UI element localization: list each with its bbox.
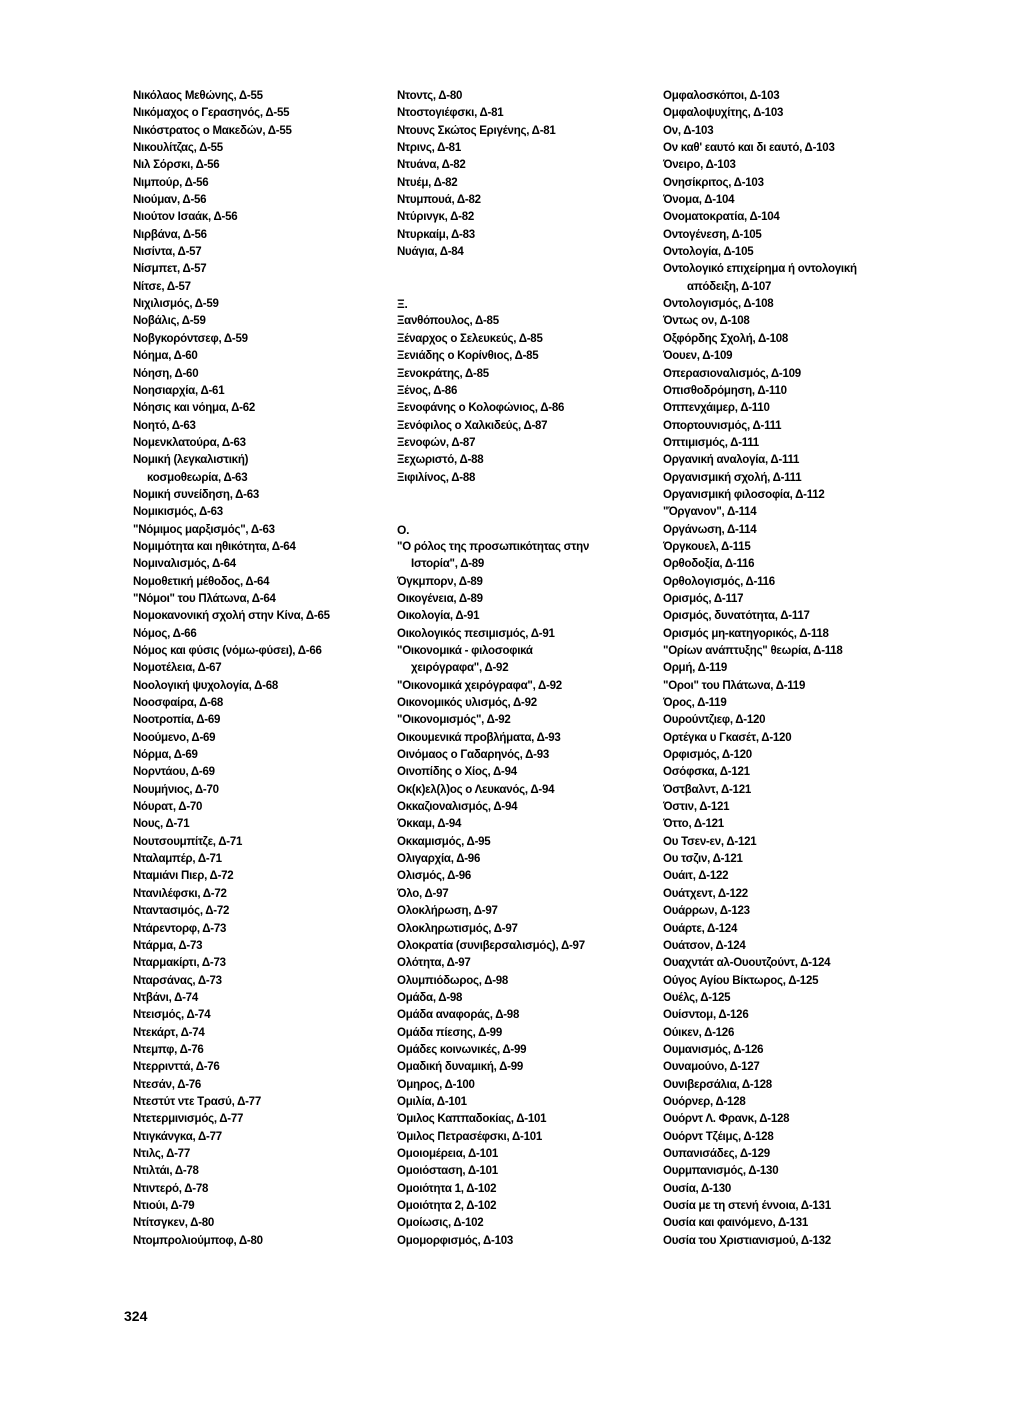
index-entry: Ουρούντζιεφ, Δ-120 xyxy=(663,714,766,727)
index-entry-continuation: απόδειξη, Δ-107 xyxy=(687,280,772,293)
index-entry: Οπισθοδρόμηση, Δ-110 xyxy=(663,384,787,397)
index-entry: Νουτσουμπίτζε, Δ-71 xyxy=(133,835,243,848)
index-entry: Οικολογικός πεσιμισμός, Δ-91 xyxy=(397,627,555,640)
index-entry: Ορτέγκα υ Γκασέτ, Δ-120 xyxy=(663,731,792,744)
index-entry: Νόηση, Δ-60 xyxy=(133,367,199,380)
index-entry: Οξφόρδης Σχολή, Δ-108 xyxy=(663,332,789,345)
index-entry: Οπερασιοναλισμός, Δ-109 xyxy=(663,367,801,380)
index-entry: "Νόμοι" του Πλάτωνα, Δ-64 xyxy=(133,592,276,605)
index-entry: Νιλ Σόρσκι, Δ-56 xyxy=(133,159,220,172)
index-entry: Οντολογισμός, Δ-108 xyxy=(663,298,774,311)
index-entry: "Οικονομισμός", Δ-92 xyxy=(397,714,511,727)
index-entry: Όντως ον, Δ-108 xyxy=(663,315,750,328)
index-entry: Όστβαλντ, Δ-121 xyxy=(663,783,751,796)
index-entry: Ντιλτάι, Δ-78 xyxy=(133,1165,199,1178)
index-entry: Ντοντς, Δ-80 xyxy=(397,90,463,102)
index-entry: Ουάτχεντ, Δ-122 xyxy=(663,887,748,900)
index-entry: Όγκμπορν, Δ-89 xyxy=(397,575,483,588)
index-entry: Ομοίωσις, Δ-102 xyxy=(397,1217,484,1230)
index-entry: Οινόμαος ο Γαδαρηνός, Δ-93 xyxy=(397,749,550,762)
index-entry: Ντιντερό, Δ-78 xyxy=(133,1182,209,1195)
index-entry: Οσόφσκα, Δ-121 xyxy=(663,766,750,779)
index-entry: Ορθοδοξία, Δ-116 xyxy=(663,558,755,571)
section-letter: Ξ. xyxy=(397,297,408,312)
section-letter: Ο. xyxy=(397,522,410,537)
index-entry: Νοοσφαίρα, Δ-68 xyxy=(133,697,223,710)
index-entry: Νοούμενο, Δ-69 xyxy=(133,731,216,744)
index-entry: Ουρμπανισμός, Δ-130 xyxy=(663,1165,779,1178)
index-entry: Ντετερμινισμός, Δ-77 xyxy=(133,1113,244,1126)
index-entry: Ορισμός, Δ-117 xyxy=(663,592,744,605)
index-entry: Ουάτσον, Δ-124 xyxy=(663,939,746,952)
index-entry: Ονησίκριτος, Δ-103 xyxy=(663,176,764,189)
index-entry: "Ο ρόλος της προσωπικότητας στην xyxy=(397,540,590,553)
index-entry: Οργάνωση, Δ-114 xyxy=(663,523,757,536)
index-entry: Νυάγια, Δ-84 xyxy=(397,246,464,259)
index-entry: Ντυέμ, Δ-82 xyxy=(397,176,458,189)
index-entry: Νόμος, Δ-66 xyxy=(133,627,197,640)
index-entry: Νομική συνείδηση, Δ-63 xyxy=(133,488,260,501)
index-entry: Ομάδες κοινωνικές, Δ-99 xyxy=(397,1043,527,1056)
index-entry: Νόησις και νόημα, Δ-62 xyxy=(133,402,255,415)
index-entry: Ουίσντομ, Δ-126 xyxy=(663,1009,749,1022)
index-entry: Όμιλος Καππαδοκίας, Δ-101 xyxy=(397,1113,547,1126)
index-entry: Ντεισμός, Δ-74 xyxy=(133,1009,211,1022)
index-entry: Ολότητα, Δ-97 xyxy=(397,957,471,970)
index-entry: Ξεχωριστό, Δ-88 xyxy=(397,454,484,467)
index-entry: Νταλαμπέρ, Δ-71 xyxy=(133,853,222,866)
index-entry: Ορθολογισμός, Δ-116 xyxy=(663,575,775,588)
index-entry: Ούικεν, Δ-126 xyxy=(663,1026,735,1039)
index-entry: Ον καθ' εαυτό και δι εαυτό, Δ-103 xyxy=(663,142,835,155)
index-entry: Ουόρντ Λ. Φρανκ, Δ-128 xyxy=(663,1113,790,1126)
index-entry: Νομοκανονική σχολή στην Κίνα, Δ-65 xyxy=(133,610,330,623)
index-entry: Οικονομικός υλισμός, Δ-92 xyxy=(397,697,537,710)
index-entry: Όνειρο, Δ-103 xyxy=(663,159,736,172)
index-column-2 xyxy=(397,88,647,1250)
index-entry: Όμιλος Πετρασέφσκι, Δ-101 xyxy=(397,1130,543,1143)
index-entry: Ουάρρων, Δ-123 xyxy=(663,905,750,918)
index-entry: Ξενιάδης ο Κορίνθιος, Δ-85 xyxy=(397,350,539,363)
blank-line xyxy=(397,487,647,504)
index-entry: Νοβάλις, Δ-59 xyxy=(133,315,206,328)
index-entry: Οππενχάιμερ, Δ-110 xyxy=(663,402,770,415)
index-entry: Ομαδική δυναμική, Δ-99 xyxy=(397,1061,524,1074)
index-entry: Νίτσε, Δ-57 xyxy=(133,280,191,293)
index-entry: Ντανιλέφσκι, Δ-72 xyxy=(133,887,227,900)
index-entry: Ομοιότητα 1, Δ-102 xyxy=(397,1182,497,1195)
index-entry: Νικόλαος Μεθώνης, Δ-55 xyxy=(133,90,263,102)
index-entry: Ομιλία, Δ-101 xyxy=(397,1095,467,1108)
index-entry: Ολυμπιόδωρος, Δ-98 xyxy=(397,974,509,987)
index-entry: Ξέναρχος ο Σελευκεύς, Δ-85 xyxy=(397,332,543,345)
index-entry: Ούγος Αγίου Βίκτωρος, Δ-125 xyxy=(663,974,819,987)
index-entry: Ονοματοκρατία, Δ-104 xyxy=(663,211,780,224)
index-entry: Ντίτσγκεν, Δ-80 xyxy=(133,1217,215,1230)
index-entry: "Νόμιμος μαρξισμός", Δ-63 xyxy=(133,523,275,536)
index-entry: "Οροι" του Πλάτωνα, Δ-119 xyxy=(663,679,806,692)
index-entry: Ομοιότητα 2, Δ-102 xyxy=(397,1200,497,1212)
index-entry: Νόρμα, Δ-69 xyxy=(133,749,198,762)
index-entry: Όκκαμ, Δ-94 xyxy=(397,818,462,831)
index-entry: Ομάδα πίεσης, Δ-99 xyxy=(397,1026,502,1039)
index-entry: Όουεν, Δ-109 xyxy=(663,350,733,363)
index-entry: Ομφαλοσκόποι, Δ-103 xyxy=(663,90,780,102)
index-column-1 xyxy=(133,88,383,1250)
index-entry: Οκκαζιοναλισμός, Δ-94 xyxy=(397,801,518,814)
index-entry: Νόυρατ, Δ-70 xyxy=(133,801,203,814)
index-entry: Ουάρτε, Δ-124 xyxy=(663,922,738,935)
index-entry: Όργκουελ, Δ-115 xyxy=(663,540,751,553)
index-entry: Ξενοφών, Δ-87 xyxy=(397,436,476,449)
index-entry: Ουσία με τη στενή έννοια, Δ-131 xyxy=(663,1200,831,1212)
index-entry: Ντβάνι, Δ-74 xyxy=(133,991,198,1004)
blank-line xyxy=(397,279,647,296)
index-entry: Νορντάου, Δ-69 xyxy=(133,766,215,779)
index-entry: Ουσία, Δ-130 xyxy=(663,1182,732,1195)
index-entry: Ντιλς, Δ-77 xyxy=(133,1147,190,1160)
index-entry: Νομενκλατούρα, Δ-63 xyxy=(133,436,246,449)
index-entry: Οινοπίδης ο Χίος, Δ-94 xyxy=(397,766,517,779)
index-entry: Οντογένεση, Δ-105 xyxy=(663,228,762,241)
index-entry: "Οικονομικά - φιλοσοφικά xyxy=(397,645,533,657)
index-entry: Ομάδα αναφοράς, Δ-98 xyxy=(397,1009,520,1022)
index-entry: Οργανισμική σχολή, Δ-111 xyxy=(663,471,802,484)
index-entry: Νισίντα, Δ-57 xyxy=(133,246,202,259)
index-entry: Ουάιτ, Δ-122 xyxy=(663,870,729,883)
index-entry: Νιχιλισμός, Δ-59 xyxy=(133,298,219,311)
index-entry: Νοολογική ψυχολογία, Δ-68 xyxy=(133,679,278,692)
index-entry: Ουνιβερσάλια, Δ-128 xyxy=(663,1078,772,1091)
index-entry: Ντουνς Σκώτος Εριγένης, Δ-81 xyxy=(397,124,556,137)
index-entry-continuation: κοσμοθεωρία, Δ-63 xyxy=(147,471,248,484)
index-entry: Ουσία του Χριστιανισμού, Δ-132 xyxy=(663,1234,831,1247)
index-entry: Ξιφιλίνος, Δ-88 xyxy=(397,471,476,484)
index-entry-continuation: Ιστορία", Δ-89 xyxy=(411,558,485,571)
index-entry: Νομοθετική μέθοδος, Δ-64 xyxy=(133,575,270,588)
index-entry: Όττο, Δ-121 xyxy=(663,818,724,831)
index-entry: Οντολογικό επιχείρημα ή οντολογική xyxy=(663,263,857,276)
index-entry: Νταρμακίρτι, Δ-73 xyxy=(133,957,226,970)
index-entry: Ουόρντ Τζέιμς, Δ-128 xyxy=(663,1130,774,1143)
index-entry: Ουαχντάτ αλ-Ουουτζούντ, Δ-124 xyxy=(663,957,831,970)
index-entry: Οικουμενικά προβλήματα, Δ-93 xyxy=(397,731,561,744)
index-entry: Οπτιμισμός, Δ-111 xyxy=(663,436,759,449)
index-entry: Ντεκάρτ, Δ-74 xyxy=(133,1026,205,1039)
index-entry: Οκκαμισμός, Δ-95 xyxy=(397,835,491,848)
index-entry: Νιρβάνα, Δ-56 xyxy=(133,228,207,241)
index-entry: Όνομα, Δ-104 xyxy=(663,194,735,207)
index-entry: Νομιμότητα και ηθικότητα, Δ-64 xyxy=(133,540,296,553)
index-entry: Όστιν, Δ-121 xyxy=(663,801,730,814)
index-entry-continuation: χειρόγραφα", Δ-92 xyxy=(411,662,509,675)
index-entry: Οικολογία, Δ-91 xyxy=(397,610,480,623)
index-entry: Ουσία και φαινόμενο, Δ-131 xyxy=(663,1217,809,1230)
index-entry: Ορφισμός, Δ-120 xyxy=(663,749,752,762)
index-entry: Νταντασιμός, Δ-72 xyxy=(133,905,230,918)
index-entry: Ντρινς, Δ-81 xyxy=(397,142,461,155)
index-entry: Ντεστύτ ντε Τρασύ, Δ-77 xyxy=(133,1095,261,1108)
index-entry: Νομοτέλεια, Δ-67 xyxy=(133,662,222,675)
index-entry: Ουμανισμός, Δ-126 xyxy=(663,1043,764,1056)
index-entry: Ου τσζιν, Δ-121 xyxy=(663,853,743,866)
index-entry: Νοητό, Δ-63 xyxy=(133,419,196,432)
index-entry: Ον, Δ-103 xyxy=(663,124,714,137)
index-entry: Ουναμούνο, Δ-127 xyxy=(663,1061,760,1074)
index-entry: Οργανική αναλογία, Δ-111 xyxy=(663,454,800,467)
index-entry: Ξενοφάνης ο Κολοφώνιος, Δ-86 xyxy=(397,402,565,415)
index-entry: Ντεμπφ, Δ-76 xyxy=(133,1043,204,1056)
index-entry: Ξενόφιλος ο Χαλκιδεύς, Δ-87 xyxy=(397,419,548,432)
index-entry: Οκ(κ)ελ(λ)ος ο Λευκανός, Δ-94 xyxy=(397,783,555,796)
index-entry: Ντάρεντορφ, Δ-73 xyxy=(133,922,227,935)
index-entry: "Οικονομικά χειρόγραφα", Δ-92 xyxy=(397,679,562,692)
blank-line xyxy=(397,261,647,278)
index-entry: Ου Τσεν-εν, Δ-121 xyxy=(663,835,757,848)
index-entry: Νικόστρατος ο Μακεδών, Δ-55 xyxy=(133,124,292,137)
index-entry: Νόημα, Δ-60 xyxy=(133,350,198,363)
index-entry: Ξένος, Δ-86 xyxy=(397,384,458,397)
index-entry: Νομικισμός, Δ-63 xyxy=(133,506,223,519)
index-entry: Οικογένεια, Δ-89 xyxy=(397,592,483,605)
index-entry: Ντύρινγκ, Δ-82 xyxy=(397,211,474,224)
index-entry: Νομική (λεγκαλιστική) xyxy=(133,454,249,467)
index-entry: Ουέλς, Δ-125 xyxy=(663,991,731,1004)
index-entry: Νιούμαν, Δ-56 xyxy=(133,194,207,207)
index-entry: Όρος, Δ-119 xyxy=(663,697,727,710)
index-entry: Νουμήνιος, Δ-70 xyxy=(133,783,219,796)
index-entry: Νους, Δ-71 xyxy=(133,818,190,831)
index-entry: Ντιγκάνγκα, Δ-77 xyxy=(133,1130,222,1143)
index-entry: Ομομορφισμός, Δ-103 xyxy=(397,1234,514,1247)
index-entry: Ομοιομέρεια, Δ-101 xyxy=(397,1147,499,1160)
index-entry: Ολοκληρωτισμός, Δ-97 xyxy=(397,922,518,935)
index-entry: Νίσμπετ, Δ-57 xyxy=(133,263,207,276)
index-entry: "Ορίων ανάπτυξης" θεωρία, Δ-118 xyxy=(663,645,843,657)
index-entry: Ξενοκράτης, Δ-85 xyxy=(397,367,489,380)
index-entry: Ντάρμα, Δ-73 xyxy=(133,939,203,952)
index-entry: Νταμιάνι Πιερ, Δ-72 xyxy=(133,870,234,883)
index-entry: Νόμος και φύσις (νόμω-φύσει), Δ-66 xyxy=(133,645,322,657)
index-entry: Ολοκρατία (συνιβερσαλισμός), Δ-97 xyxy=(397,939,585,952)
index-entry: Νοβγκορόντσεφ, Δ-59 xyxy=(133,332,248,345)
index-entry: Νοοτροπία, Δ-69 xyxy=(133,714,221,727)
index-entry: Ξανθόπουλος, Δ-85 xyxy=(397,315,499,328)
page-number: 324 xyxy=(124,1308,148,1324)
index-entry: Ορισμός, δυνατότητα, Δ-117 xyxy=(663,610,810,623)
index-entry: Ντερρινττά, Δ-76 xyxy=(133,1061,220,1074)
index-entry: Ντυάνα, Δ-82 xyxy=(397,159,466,172)
blank-line xyxy=(397,504,647,521)
index-entry: Ντυμπουά, Δ-82 xyxy=(397,194,481,207)
index-entry: Ομάδα, Δ-98 xyxy=(397,991,463,1004)
index-entry: Οντολογία, Δ-105 xyxy=(663,246,754,259)
index-entry: Ντυρκαίμ, Δ-83 xyxy=(397,228,475,241)
index-entry: Ομφαλοψυχίτης, Δ-103 xyxy=(663,107,784,120)
index-entry: "Όργανον", Δ-114 xyxy=(663,506,757,519)
index-entry: Ορισμός μη-κατηγορικός, Δ-118 xyxy=(663,627,829,640)
index-entry: Ολιγαρχία, Δ-96 xyxy=(397,853,481,866)
index-column-3 xyxy=(663,88,913,1250)
index-entry: Ντεσάν, Δ-76 xyxy=(133,1078,202,1091)
index-entry: Ομοιόσταση, Δ-101 xyxy=(397,1165,498,1178)
index-entry: Ουόρνερ, Δ-128 xyxy=(663,1095,746,1108)
index-entry: Όμηρος, Δ-100 xyxy=(397,1078,475,1091)
index-entry: Οπορτουνισμός, Δ-111 xyxy=(663,419,782,432)
index-entry: Ορμή, Δ-119 xyxy=(663,662,727,675)
index-entry: Ολισμός, Δ-96 xyxy=(397,870,472,883)
index-entry: Νοησιαρχία, Δ-61 xyxy=(133,384,225,397)
index-entry: Ντομπρολιούμποφ, Δ-80 xyxy=(133,1234,263,1247)
index-entry: Όλο, Δ-97 xyxy=(397,887,449,900)
index-entry: Νομιναλισμός, Δ-64 xyxy=(133,558,236,571)
index-entry: Νταρσάνας, Δ-73 xyxy=(133,974,222,987)
index-entry: Ντοστογιέφσκι, Δ-81 xyxy=(397,107,504,120)
index-entry: Ντιούι, Δ-79 xyxy=(133,1200,195,1212)
index-entry: Οργανισμική φιλοσοφία, Δ-112 xyxy=(663,488,825,501)
index-entry: Ολοκλήρωση, Δ-97 xyxy=(397,905,498,918)
index-entry: Νικόμαχος ο Γερασηνός, Δ-55 xyxy=(133,107,290,120)
index-entry: Ουπανισάδες, Δ-129 xyxy=(663,1147,770,1160)
index-entry: Νιμπούρ, Δ-56 xyxy=(133,176,209,189)
index-entry: Νιούτον Ισαάκ, Δ-56 xyxy=(133,211,238,224)
index-entry: Νικουλίτζας, Δ-55 xyxy=(133,142,223,155)
